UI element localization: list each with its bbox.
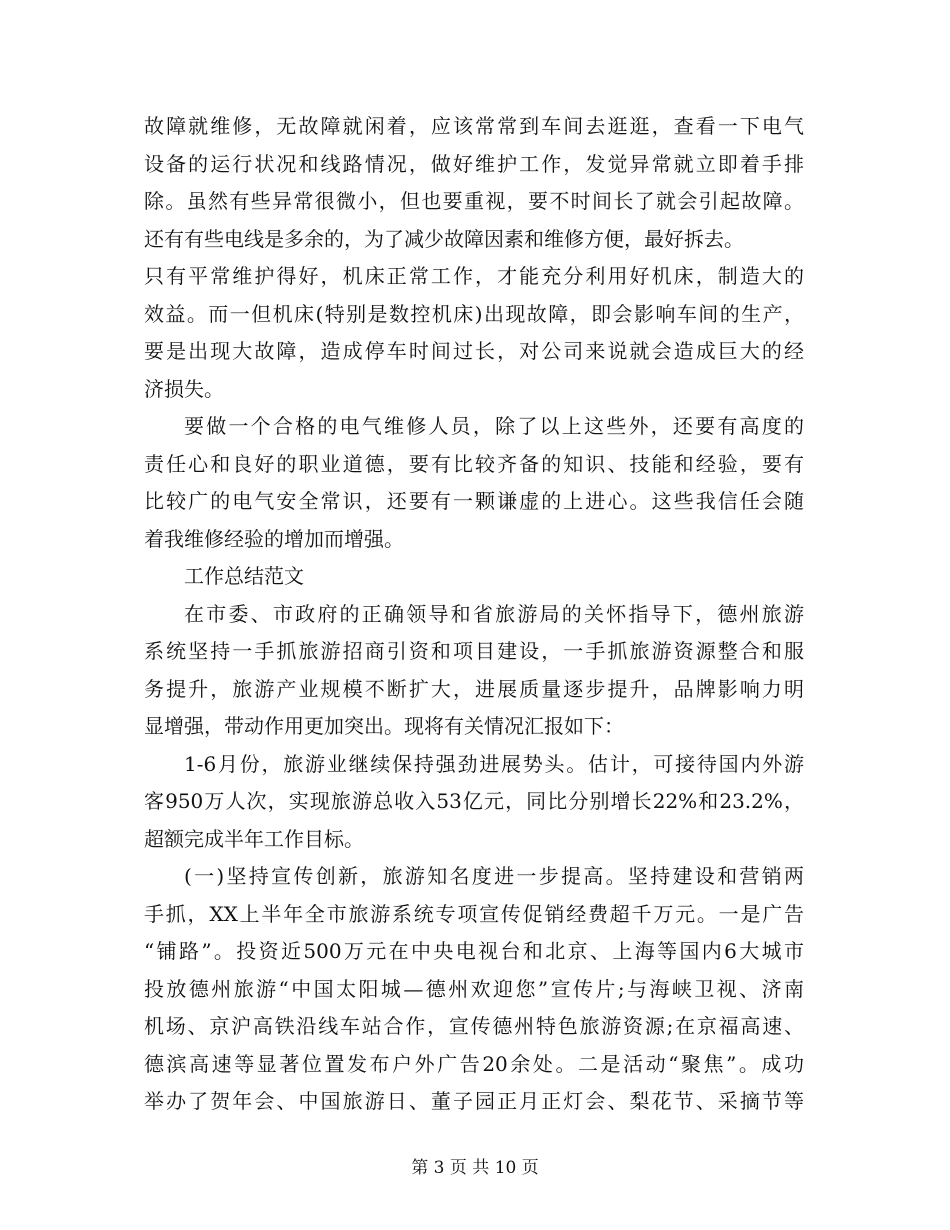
section-title: 工作总结范文 [184,564,304,588]
text-line: 务提升，旅游产业规模不断扩大，进展质量逐步提升，品牌影响力明 [144,676,804,701]
text-line: 显增强，带动作用更加突出。现将有关情况汇报如下： [144,714,624,738]
text-line: 手抓，XX上半年全市旅游系统专项宣传促销经费超千万元。一是广告 [144,901,804,926]
text-line: 济损失。 [144,376,224,401]
body-text [144,108,804,1121]
text-line: (一)坚持宣传创新，旅游知名度进一步提高。坚持建设和营销两 [184,864,804,888]
text-line: 着我维修经验的增加而增强。 [144,526,404,551]
text-line: 效益。而一但机床(特别是数控机床)出现故障，即会影响车间的生产， [144,301,804,326]
text-line: 投放德州旅游“中国太阳城—德州欢迎您”宣传片;与海峡卫视、济南 [144,976,804,1001]
text-line: 故障就维修，无故障就闲着，应该常常到车间去逛逛，查看一下电气 [144,114,804,138]
text-line: 除。虽然有些异常很微小，但也要重视，要不时间长了就会引起故障。 [144,189,804,213]
text-line: 只有平常维护得好，机床正常工作，才能充分利用好机床，制造大的 [144,264,804,288]
text-line: 德滨高速等显著位置发布户外广告20余处。二是活动“聚焦”。成功 [144,1051,804,1076]
text-line: 在市委、市政府的正确领导和省旅游局的关怀指导下，德州旅游 [184,601,804,626]
text-line: 比较广的电气安全常识，还要有一颗谦虚的上进心。这些我信任会随 [144,489,804,513]
text-line: 超额完成半年工作目标。 [144,826,364,851]
text-line: 设备的运行状况和线路情况，做好维护工作，发觉异常就立即着手排 [144,151,804,176]
page-footer: 第 3 页 共 10 页 [411,1158,539,1178]
text-line: 要是出现大故障，造成停车时间过长，对公司来说就会造成巨大的经 [144,339,804,363]
text-line: 系统坚持一手抓旅游招商引资和项目建设，一手抓旅游资源整合和服 [144,639,804,663]
text-line: 1-6月份，旅游业继续保持强劲进展势头。估计，可接待国内外游 [184,751,804,776]
text-line: 举办了贺年会、中国旅游日、董子园正月正灯会、梨花节、采摘节等 [144,1089,804,1113]
text-line: 责任心和良好的职业道德，要有比较齐备的知识、技能和经验，要有 [144,451,804,476]
text-line: 机场、京沪高铁沿线车站合作，宣传德州特色旅游资源;在京福高速、 [144,1014,804,1038]
text-line: 还有有些电线是多余的，为了减少故障因素和维修方便，最好拆去。 [144,226,744,251]
text-line: 客950万人次，实现旅游总收入53亿元，同比分别增长22%和23.2%， [144,789,804,813]
text-line: 要做一个合格的电气维修人员，除了以上这些外，还要有高度的 [184,414,804,438]
text-line: “铺路”。投资近500万元在中央电视台和北京、上海等国内6大城市 [144,939,804,963]
